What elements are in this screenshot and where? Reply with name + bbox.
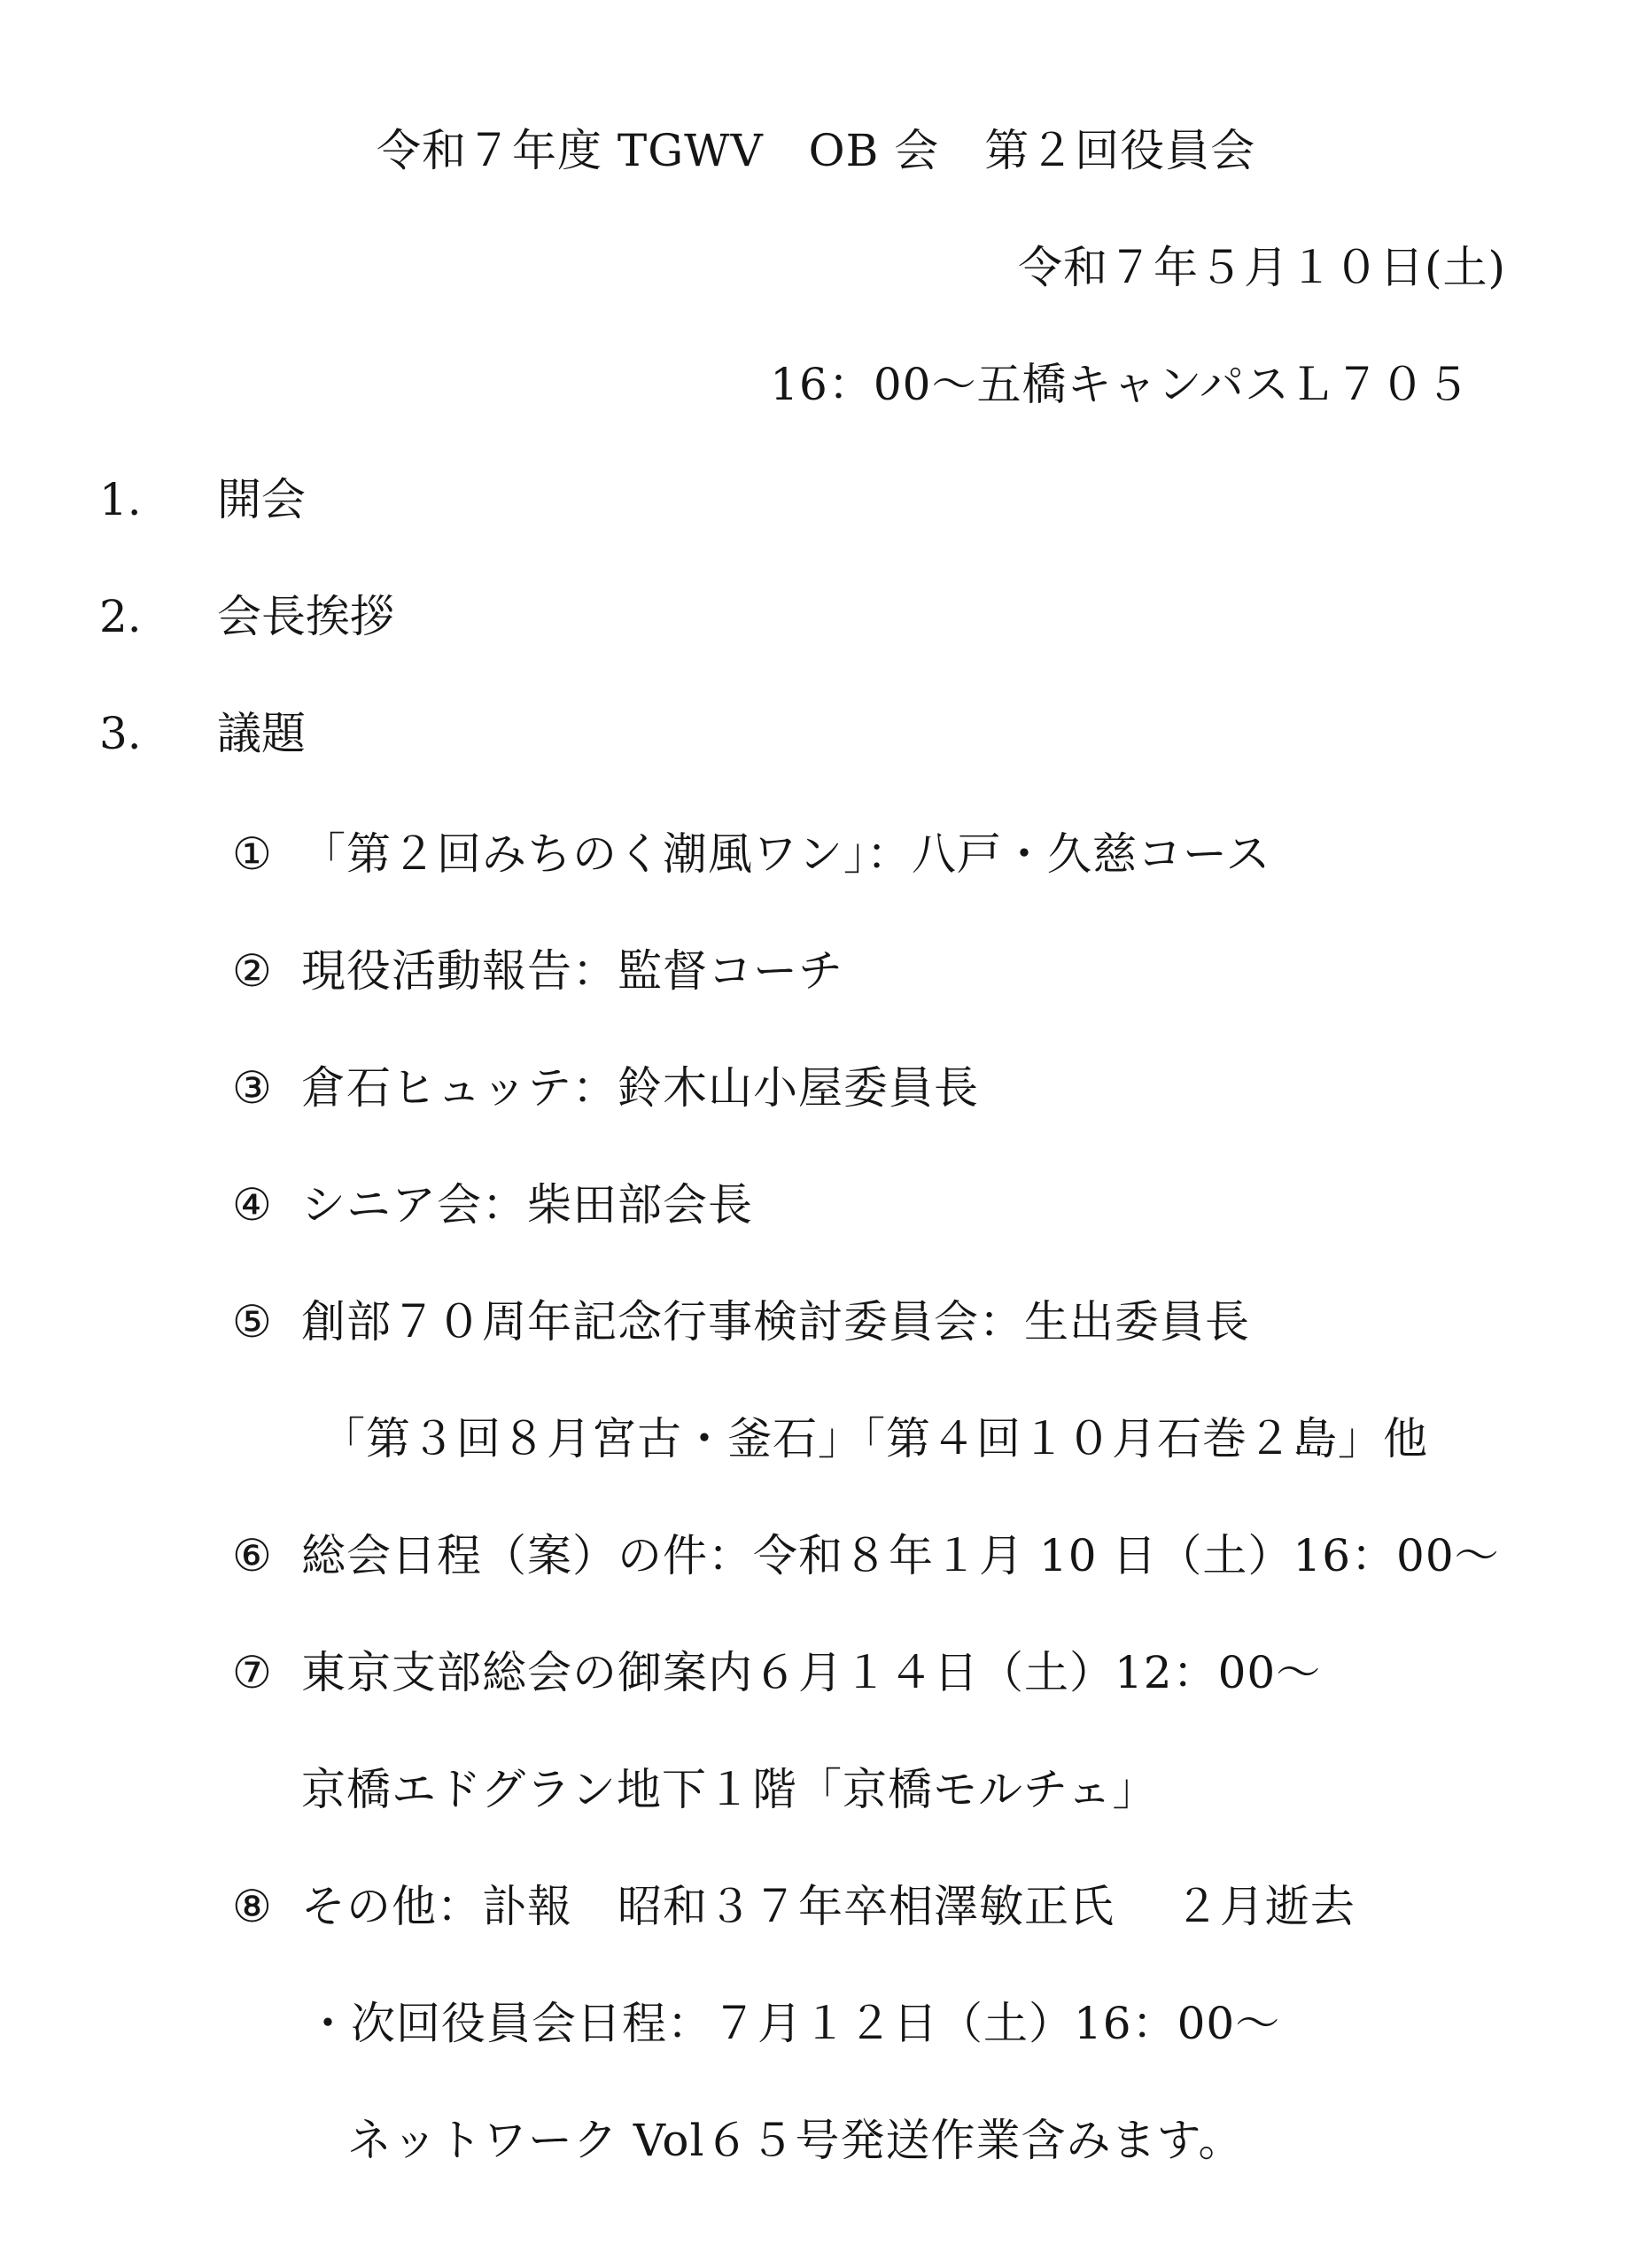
agenda-marker: ④: [232, 1179, 272, 1231]
document-title: 令和７年度 TGWV OB 会 第２回役員会: [377, 125, 1256, 176]
agenda-text: 現役活動報告：監督コーチ: [301, 945, 843, 997]
agenda-subtext: 京橋エドグラン地下１階「京橋モルチェ」: [301, 1764, 1158, 1815]
agenda-text: 創部７０周年記念行事検討委員会：生出委員長: [301, 1296, 1250, 1348]
agenda-marker: ②: [232, 945, 272, 997]
agenda-text: その他：訃報 昭和３７年卒相澤敏正氏 ２月逝去: [301, 1881, 1355, 1932]
agenda-text: 東京支部総会の御案内６月１４日（土）12：00～: [301, 1647, 1322, 1698]
agenda-subtext: ・次回役員会日程：７月１２日（土）16：00～: [306, 1998, 1281, 2049]
section-label: 議題: [217, 708, 306, 759]
section-label: 開会: [217, 474, 306, 525]
section-number: 1.: [99, 474, 142, 525]
agenda-marker: ①: [232, 828, 272, 880]
section-label: 会長挨拶: [217, 591, 394, 642]
meeting-time-venue: 16：00～五橋キャンパスＬ７０５: [770, 359, 1471, 410]
agenda-subtext: 「第３回８月宮古・釜石」「第４回１０月石巻２島」他: [321, 1413, 1428, 1464]
agenda-marker: ⑥: [232, 1530, 272, 1581]
agenda-text: 「第２回みちのく潮風ワン」：八戸・久慈コース: [301, 828, 1271, 880]
agenda-subtext: ネットワーク Vol６５号発送作業含みます。: [347, 2115, 1244, 2166]
agenda-marker: ③: [232, 1062, 272, 1114]
section-number: 3.: [99, 708, 142, 759]
agenda-text: 総会日程（案）の件：令和８年１月 10 日（土）16：00～: [301, 1530, 1500, 1581]
section-number: 2.: [99, 591, 142, 642]
agenda-marker: ⑦: [232, 1647, 272, 1698]
agenda-text: 倉石ヒュッテ：鈴木山小屋委員長: [301, 1062, 979, 1114]
agenda-marker: ⑧: [232, 1881, 272, 1932]
meeting-date: 令和７年５月１０日(土): [1017, 242, 1506, 293]
agenda-marker: ⑤: [232, 1296, 272, 1348]
agenda-text: シニア会：柴田部会長: [301, 1179, 753, 1231]
